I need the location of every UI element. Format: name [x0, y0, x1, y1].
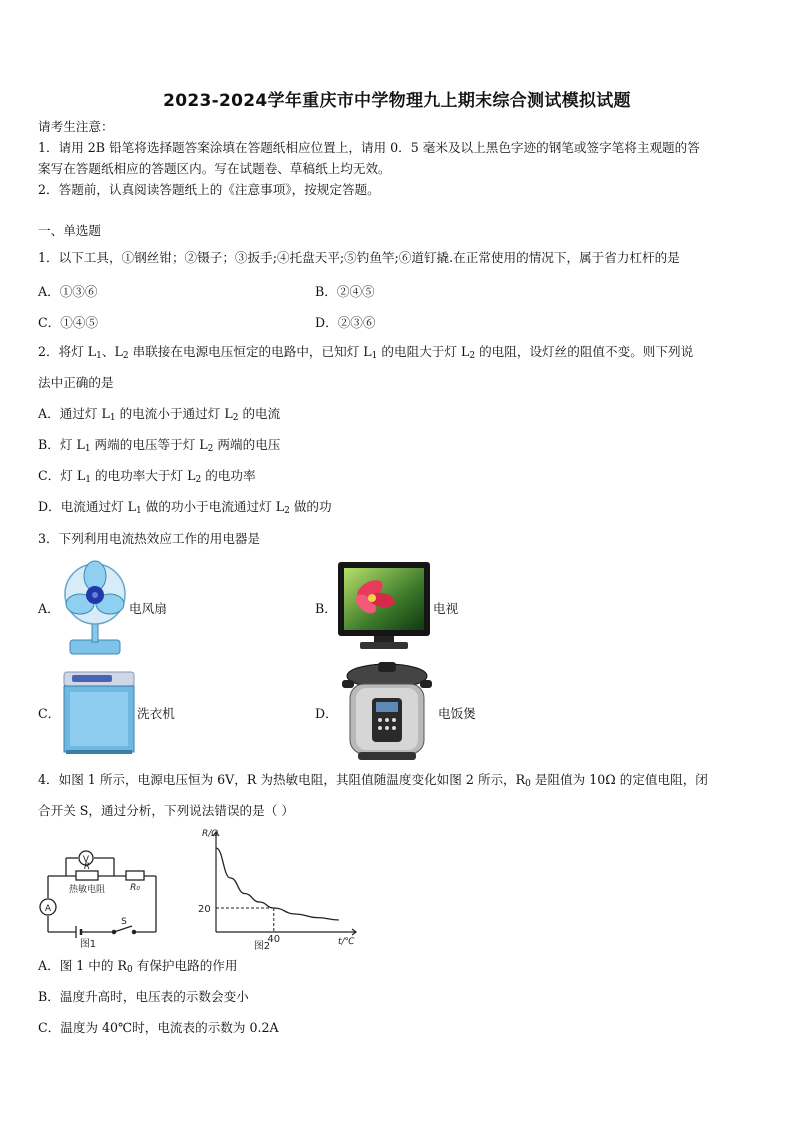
q3-option-c-label: 洗衣机 — [137, 706, 175, 721]
q4-option-a: A．图 1 中的 $R_0$ 有保护电路的作用 — [38, 958, 238, 975]
q3-option-d-letter: D． — [315, 706, 338, 721]
voltmeter-label: V — [82, 855, 90, 865]
section-heading: 一、单选题 — [38, 223, 101, 238]
resistor-r-label: R — [83, 862, 91, 872]
q3-option-c-letter: C． — [38, 706, 61, 721]
q4-option-b: B．温度升高时，电压表的示数会变小 — [38, 989, 249, 1004]
figure-1-caption: 图1 — [79, 939, 97, 950]
q2-option-b: B．灯 $L_1$ 两端的电压等于灯 $L_2$ 两端的电压 — [38, 437, 281, 454]
q2-option-d: D．电流通过灯 $L_1$ 做的功小于电流通过灯 $L_2$ 做的功 — [38, 499, 332, 516]
notice-item-1a: 1．请用 2B 铅笔将选择题答案涂填在答题纸相应位置上，请用 0．5 毫米及以上黑色字迹的钢笔或签字笔将主观题的答 — [38, 140, 700, 155]
switch-label: S — [121, 917, 127, 927]
q1-option-a: A．①③⑥ — [38, 284, 98, 299]
y-tick-label: 20 — [198, 904, 211, 915]
resistance-curve — [216, 848, 339, 920]
washing-machine-image — [62, 666, 136, 756]
thermistor-label: 热敏电阻 — [68, 885, 106, 895]
notice-heading: 请考生注意： — [38, 119, 114, 134]
q1-stem: 1．以下工具，①钢丝钳；②镊子；③扳手;④托盘天平;⑤钓鱼竿;⑥道钉撬.在正常使用的情况下，属于省力杠杆的是 — [38, 250, 680, 265]
q3-option-a-letter: A． — [38, 601, 60, 616]
ammeter-label: A — [44, 904, 52, 914]
q2-stem: 2．将灯 $L_1$、$L_2$ 串联接在电源电压恒定的电路中，已知灯 $L_1$ 的电阻大于灯 $L_2$ 的电阻，设灯丝的阻值不变。则下列说 — [38, 344, 694, 361]
rice-cooker-image — [340, 660, 434, 762]
x-tick-label: 40 — [267, 934, 281, 945]
y-axis-label: R/Ω — [202, 829, 219, 839]
x-axis-label: t/℃ — [338, 937, 355, 947]
q4-stem-line2: 合开关 S，通过分析，下列说法错误的是（ ） — [38, 803, 294, 818]
page-title: 2023-2024学年重庆市中学物理九上期末综合测试模拟试题 — [163, 91, 631, 111]
q4-stem: 4．如图 1 所示，电源电压恒为 6V，R 为热敏电阻，其阻值随温度变化如图 2 所示，$R_0$ 是阻值为 10Ω 的定值电阻，闭 — [38, 772, 708, 789]
q1-option-d: D．②③⑥ — [315, 315, 376, 330]
q2-stem-line2: 法中正确的是 — [38, 375, 114, 390]
q1-option-b: B．②④⑤ — [315, 284, 375, 299]
q2-option-a: A．通过灯 $L_1$ 的电流小于通过灯 $L_2$ 的电流 — [38, 406, 281, 423]
q3-option-d-label: 电饭煲 — [438, 706, 476, 721]
notice-item-2: 2．答题前，认真阅读答题纸上的《注意事项》，按规定答题。 — [38, 182, 380, 197]
q4-option-c: C．温度为 40℃时，电流表的示数为 0.2A — [38, 1020, 279, 1035]
resistor-r0-label: R₀ — [130, 883, 140, 893]
resistance-temperature-chart — [196, 826, 362, 952]
q3-option-b-letter: B． — [315, 601, 337, 616]
q3-option-a-label: 电风扇 — [129, 601, 167, 616]
q3-option-b-label: 电视 — [433, 601, 459, 616]
q1-option-c: C．①④⑤ — [38, 315, 99, 330]
notice-item-1b: 案写在答题纸相应的答题区内。写在试题卷、草稿纸上均无效。 — [38, 161, 391, 176]
q2-option-c: C．灯 $L_1$ 的电功率大于灯 $L_2$ 的电功率 — [38, 468, 256, 485]
television-image — [336, 560, 432, 652]
circuit-diagram — [38, 838, 164, 950]
electric-fan-image — [62, 558, 128, 660]
q3-stem: 3．下列利用电流热效应工作的用电器是 — [38, 531, 261, 546]
figure-2-caption: 图2 — [253, 941, 271, 952]
